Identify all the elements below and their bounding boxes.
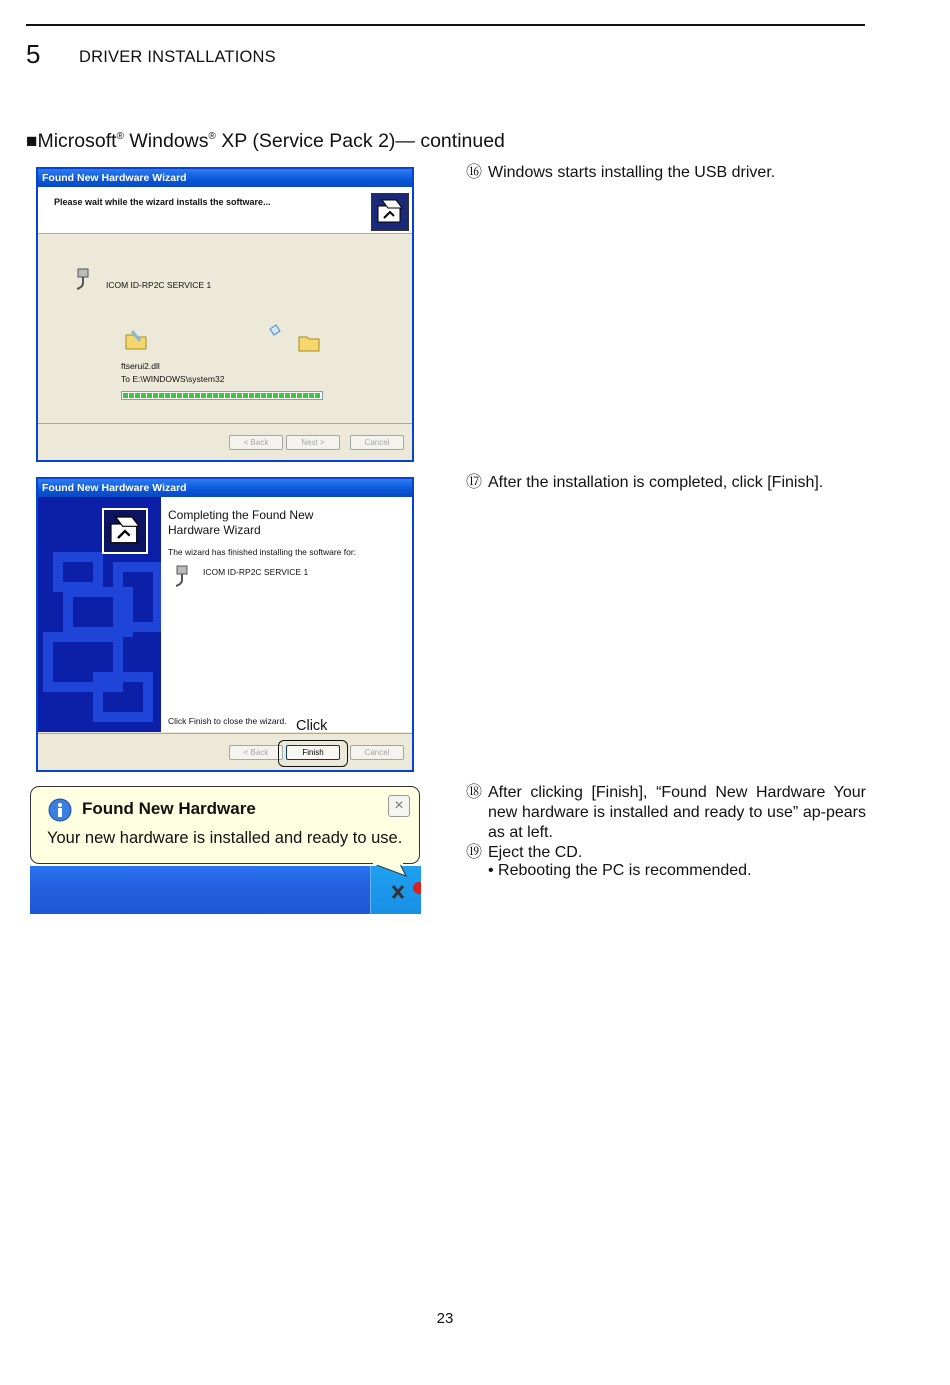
copy-progress-bar [121,391,323,400]
step-18 [466,783,866,843]
wizard-complete-window [36,477,414,772]
balloon-pointer [370,860,410,878]
step-16 [466,163,866,183]
section-text-3: XP (Service Pack 2)— continued [215,130,505,152]
destination-path: To E:\WINDOWS\system32 [121,374,225,384]
close-instruction: Click Finish to close the wizard. [168,716,287,726]
header-rule [26,24,865,26]
step-number: ⑯ [466,164,483,181]
finish-button[interactable]: Finish [286,745,340,760]
section-text-2: Windows [123,130,209,152]
click-callout-label: Click [296,718,328,734]
notification-title: Found New Hardware [82,799,256,818]
step-text: After clicking [Finish], “Found New Hardware Your new hardware is installed and ready to use” ap-pears as at left. [488,784,866,841]
back-button[interactable]: < Back [229,435,283,450]
finished-text: The wizard has finished installing the software for: [168,547,357,557]
notification-balloon[interactable] [30,786,420,864]
hardware-wizard-icon [102,508,148,554]
cancel-button[interactable]: Cancel [350,435,404,450]
window-title: Found New Hardware Wizard [38,169,412,187]
step-number: ⑰ [466,474,483,491]
section-marker: ■ [26,131,38,152]
close-icon[interactable]: × [388,795,410,817]
step-number: ⑱ [466,784,483,801]
source-folder-icon [124,329,148,353]
info-icon [47,797,73,828]
file-name: ftserui2.dll [121,361,160,371]
next-button[interactable]: Next > [286,435,340,450]
wizard-complete-heading [168,508,313,538]
page-number: 23 [436,1310,454,1327]
section-heading [26,130,505,153]
step-text: After the installation is completed, click [Finish]. [488,474,824,491]
notification-message: Your new hardware is installed and ready to use. [47,829,403,847]
wizard-side-graphic [38,497,161,732]
step-text: Windows starts installing the USB driver. [488,164,776,181]
window-title: Found New Hardware Wizard [38,479,412,497]
step-19 [466,843,866,881]
step-number: ⑲ [466,844,483,861]
registered-mark: ® [208,131,216,142]
heading-line-2: Hardware Wizard [168,523,261,537]
wizard-header [38,187,412,234]
hardware-wizard-icon [371,193,409,231]
usb-plug-icon [171,564,191,592]
chapter-title: DRIVER INSTALLATIONS [79,48,276,66]
device-name: ICOM ID-RP2C SERVICE 1 [106,280,212,290]
wizard-installing-window [36,167,414,462]
registered-mark: ® [116,131,124,142]
step-bullet: • Rebooting the PC is recommended. [488,862,752,879]
cancel-button[interactable]: Cancel [350,745,404,760]
device-name: ICOM ID-RP2C SERVICE 1 [203,567,309,577]
heading-line-1: Completing the Found New [168,508,314,522]
step-17 [466,473,866,493]
destination-folder-icon [297,333,321,355]
usb-plug-icon [72,267,92,295]
wizard-heading: Please wait while the wizard installs the software... [54,197,271,207]
finish-highlight-ring [278,740,348,767]
step-text: Eject the CD. [488,844,583,861]
found-hardware-notification [30,786,421,914]
taskbar [30,866,421,914]
flying-file-icon [268,323,282,339]
back-button[interactable]: < Back [229,745,283,760]
chapter-number: 5 [26,39,41,69]
section-text-1: Microsoft [37,130,117,152]
